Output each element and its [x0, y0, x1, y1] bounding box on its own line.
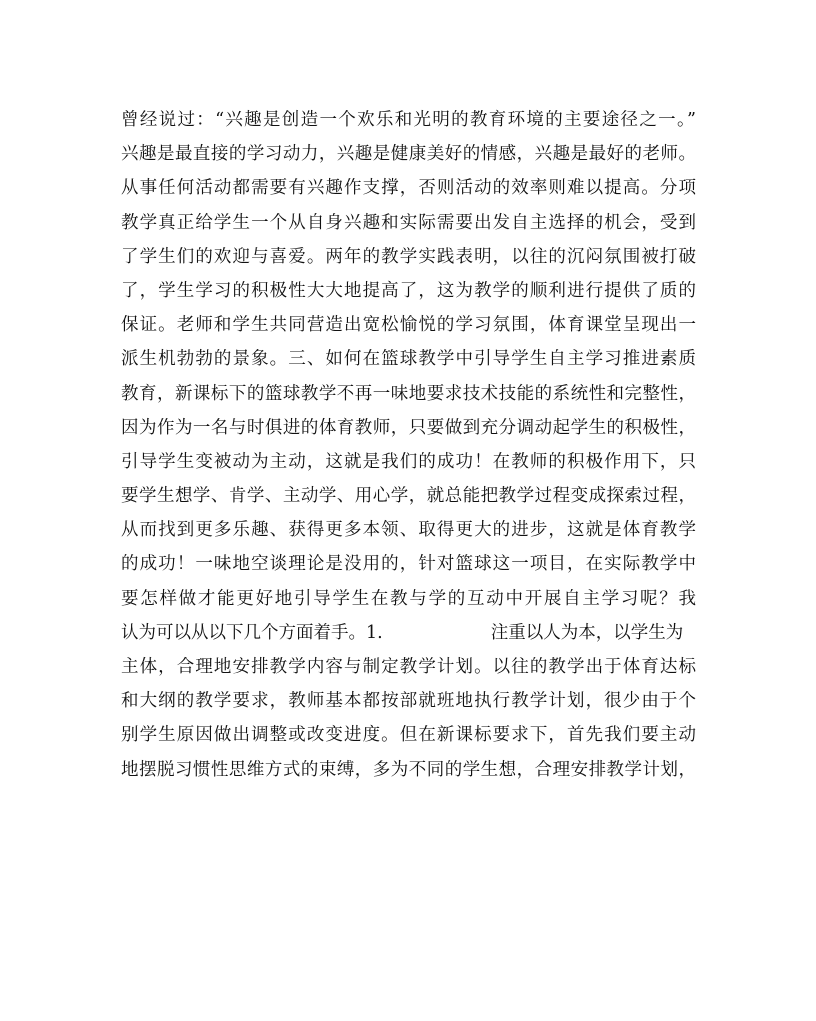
text-line: 教学真正给学生一个从自身兴趣和实际需要出发自主选择的机会，受到 [121, 212, 696, 233]
text-line: 因为作为一名与时俱进的体育教师，只要做到充分调动起学生的积极性， [121, 417, 696, 438]
line-right-part: 注重以人为本，以学生为 [490, 622, 684, 643]
text-line: 曾经说过：“兴趣是创造一个欢乐和光明的教育环境的主要途径之一。” [121, 110, 696, 130]
text-line: 要怎样做才能更好地引导学生在教与学的互动中开展自主学习呢？我 [121, 588, 696, 609]
text-line-with-gap [121, 616, 696, 650]
text-line: 派生机勃勃的景象。三、如何在篮球教学中引导学生自主学习推进素质 [121, 349, 696, 370]
text-line: 的成功！一味地空谈理论是没用的，针对篮球这一项目，在实际教学中 [121, 554, 696, 575]
body-text [121, 103, 696, 787]
text-line: 兴趣是最直接的学习动力，兴趣是健康美好的情感，兴趣是最好的老师。 [121, 144, 696, 165]
text-line: 从事任何活动都需要有兴趣作支撑，否则活动的效率则难以提高。分项 [121, 178, 696, 199]
text-line: 和大纲的教学要求，教师基本都按部就班地执行教学计划，很少由于个 [121, 691, 696, 712]
text-line: 主体，合理地安排教学内容与制定教学计划。以往的教学出于体育达标 [121, 657, 696, 677]
line-left-part: 认为可以从以下几个方面着手。1. [121, 622, 383, 643]
text-line: 引导学生变被动为主动，这就是我们的成功！在教师的积极作用下，只 [121, 451, 696, 472]
text-line: 别学生原因做出调整或改变进度。但在新课标要求下，首先我们要主动 [121, 725, 696, 746]
text-line: 要学生想学、肯学、主动学、用心学，就总能把教学过程变成探索过程， [121, 486, 696, 507]
text-line: 了学生们的欢迎与喜爱。两年的教学实践表明，以往的沉闷氛围被打破 [121, 246, 696, 267]
text-line: 保证。老师和学生共同营造出宽松愉悦的学习氛围，体育课堂呈现出一 [121, 315, 696, 336]
text-line: 了，学生学习的积极性大大地提高了，这为教学的顺利进行提供了质的 [121, 280, 696, 301]
text-line: 教育，新课标下的篮球教学不再一味地要求技术技能的系统性和完整性， [121, 383, 696, 404]
text-line: 地摆脱习惯性思维方式的束缚，多为不同的学生想，合理安排教学计划， [121, 759, 696, 780]
text-line: 从而找到更多乐趣、获得更多本领、取得更大的进步，这就是体育教学 [121, 520, 696, 541]
